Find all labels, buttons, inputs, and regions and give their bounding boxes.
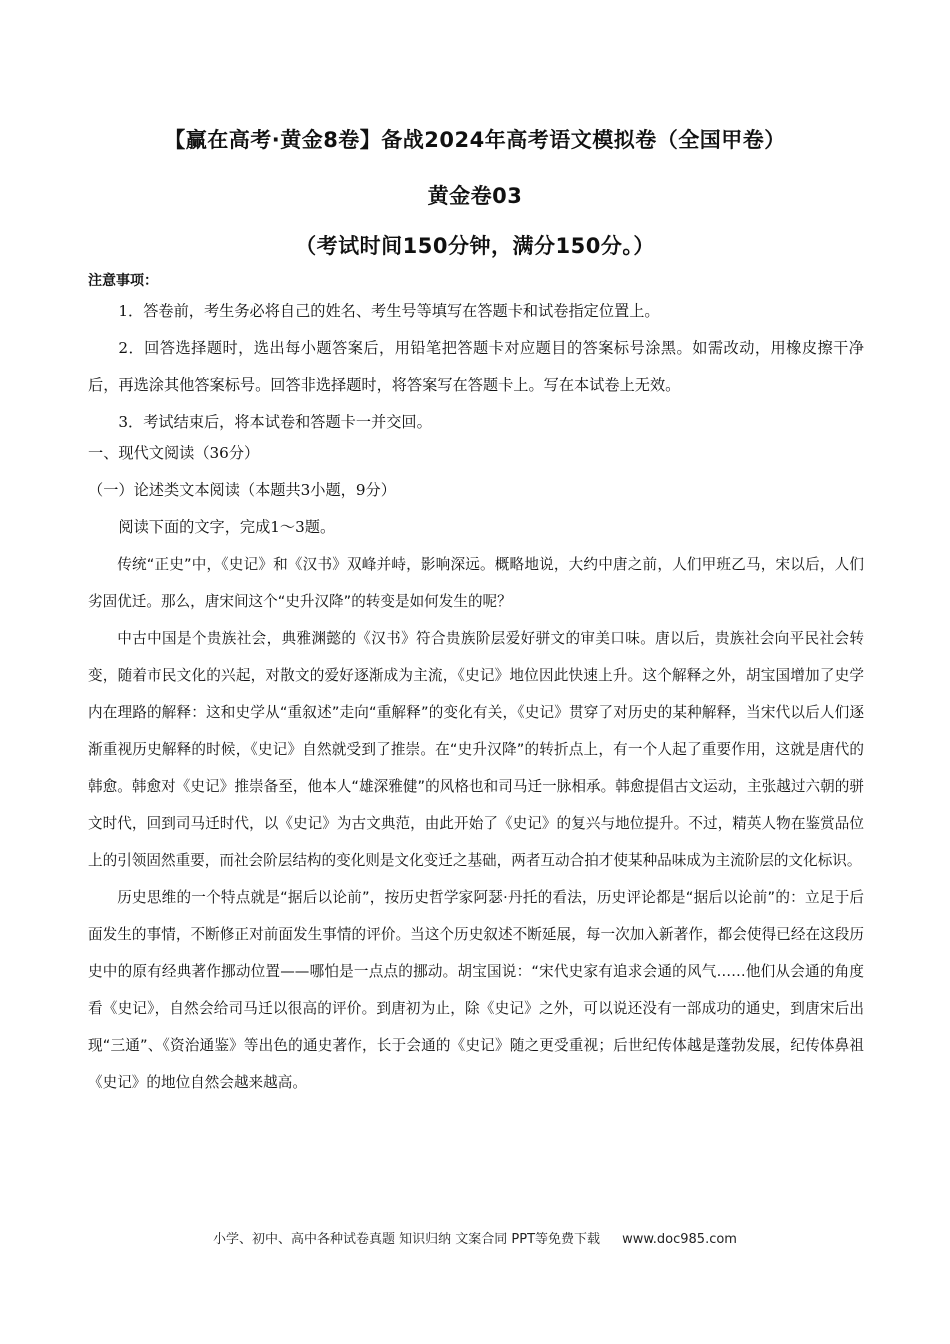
reading-instruction: 阅读下面的文字，完成1～3题。 xyxy=(118,518,336,536)
passage-paragraph-3: 历史思维的一个特点就是“据后以论前”，按历史哲学家阿瑟·丹托的看法，历史评论都是“据后以论前”的：立足于后面发生的事情，不断修正对前面发生事情的评价。当这个历史叙述不断延展，每一次加入新著作，都会使得已经在这段历史中的原有经典著作挪动位置——哪怕是一点点的挪动。胡宝国说：“宋代史家有追求会通的风气……他们从会通的角度看《史记》，自然会给司马迁以很高的评价。到唐初为止，除《史记》之外，可以说还没有一部成功的通史，到唐宋后出现“三通”、《资治通鉴》等出色的通史著作，长于会通的《史记》随之更受重视；后世纪传体越是蓬勃发展，纪传体鼻祖《史记》的地位自然会越来越高。 xyxy=(88,889,864,1091)
page-title: 【赢在高考·黄金8卷】备战2024年高考语文模拟卷（全国甲卷） xyxy=(164,128,786,152)
section-part-one: 一、现代文阅读（36分） xyxy=(88,444,260,462)
notice-item-1: 1．答卷前，考生务必将自己的姓名、考生号等填写在答题卡和试卷指定位置上。 xyxy=(118,302,660,320)
footer-url[interactable]: www.doc985.com xyxy=(622,1232,737,1247)
section-sub-one: （一）论述类文本阅读（本题共3小题，9分） xyxy=(88,481,396,499)
footer-text: 小学、初中、高中各种试卷真题 知识归纳 文案合同 PPT等免费下载 xyxy=(213,1232,601,1247)
paper-subtitle: 黄金卷03 xyxy=(427,184,523,208)
notice-item-3: 3．考试结束后，将本试卷和答题卡一并交回。 xyxy=(118,413,432,431)
passage-paragraph-1: 传统“正史”中，《史记》和《汉书》双峰并峙，影响深远。概略地说，大约中唐之前，人们甲班乙马，宋以后，人们劣固优迁。那么，唐宋间这个“史升汉降”的转变是如何发生的呢？ xyxy=(88,556,864,610)
reading-passage xyxy=(88,546,864,1101)
notice-heading: 注意事项： xyxy=(88,273,158,289)
section-headings xyxy=(88,435,864,546)
notice-list xyxy=(88,293,864,441)
exam-time-note: （考试时间150分钟，满分150分。） xyxy=(295,234,655,258)
passage-paragraph-2: 中古中国是个贵族社会，典雅渊懿的《汉书》符合贵族阶层爱好骈文的审美口味。唐以后，贵族社会向平民社会转变，随着市民文化的兴起，对散文的爱好逐渐成为主流，《史记》地位因此快速上升。这个解释之外，胡宝国增加了史学内在理路的解释：这和史学从“重叙述”走向“重解释”的变化有关，《史记》贯穿了对历史的某种解释，当宋代以后人们逐渐重视历史解释的时候，《史记》自然就受到了推崇。在“史升汉降”的转折点上，有一个人起了重要作用，这就是唐代的韩愈。韩愈对《史记》推崇备至，他本人“雄深雅健”的风格也和司马迁一脉相承。韩愈提倡古文运动，主张越过六朝的骈文时代，回到司马迁时代，以《史记》为古文典范，由此开始了《史记》的复兴与地位提升。不过，精英人物在鉴赏品位上的引领固然重要，而社会阶层结构的变化则是文化变迁之基础，两者互动合拍才使某种品味成为主流阶层的文化标识。 xyxy=(88,630,864,869)
notice-item-2: 2．回答选择题时，选出每小题答案后，用铅笔把答题卡对应题目的答案标号涂黑。如需改动，用橡皮擦干净后，再选涂其他答案标号。回答非选择题时，将答案写在答题卡上。写在本试卷上无效。 xyxy=(88,339,864,394)
page-footer xyxy=(0,1228,950,1247)
